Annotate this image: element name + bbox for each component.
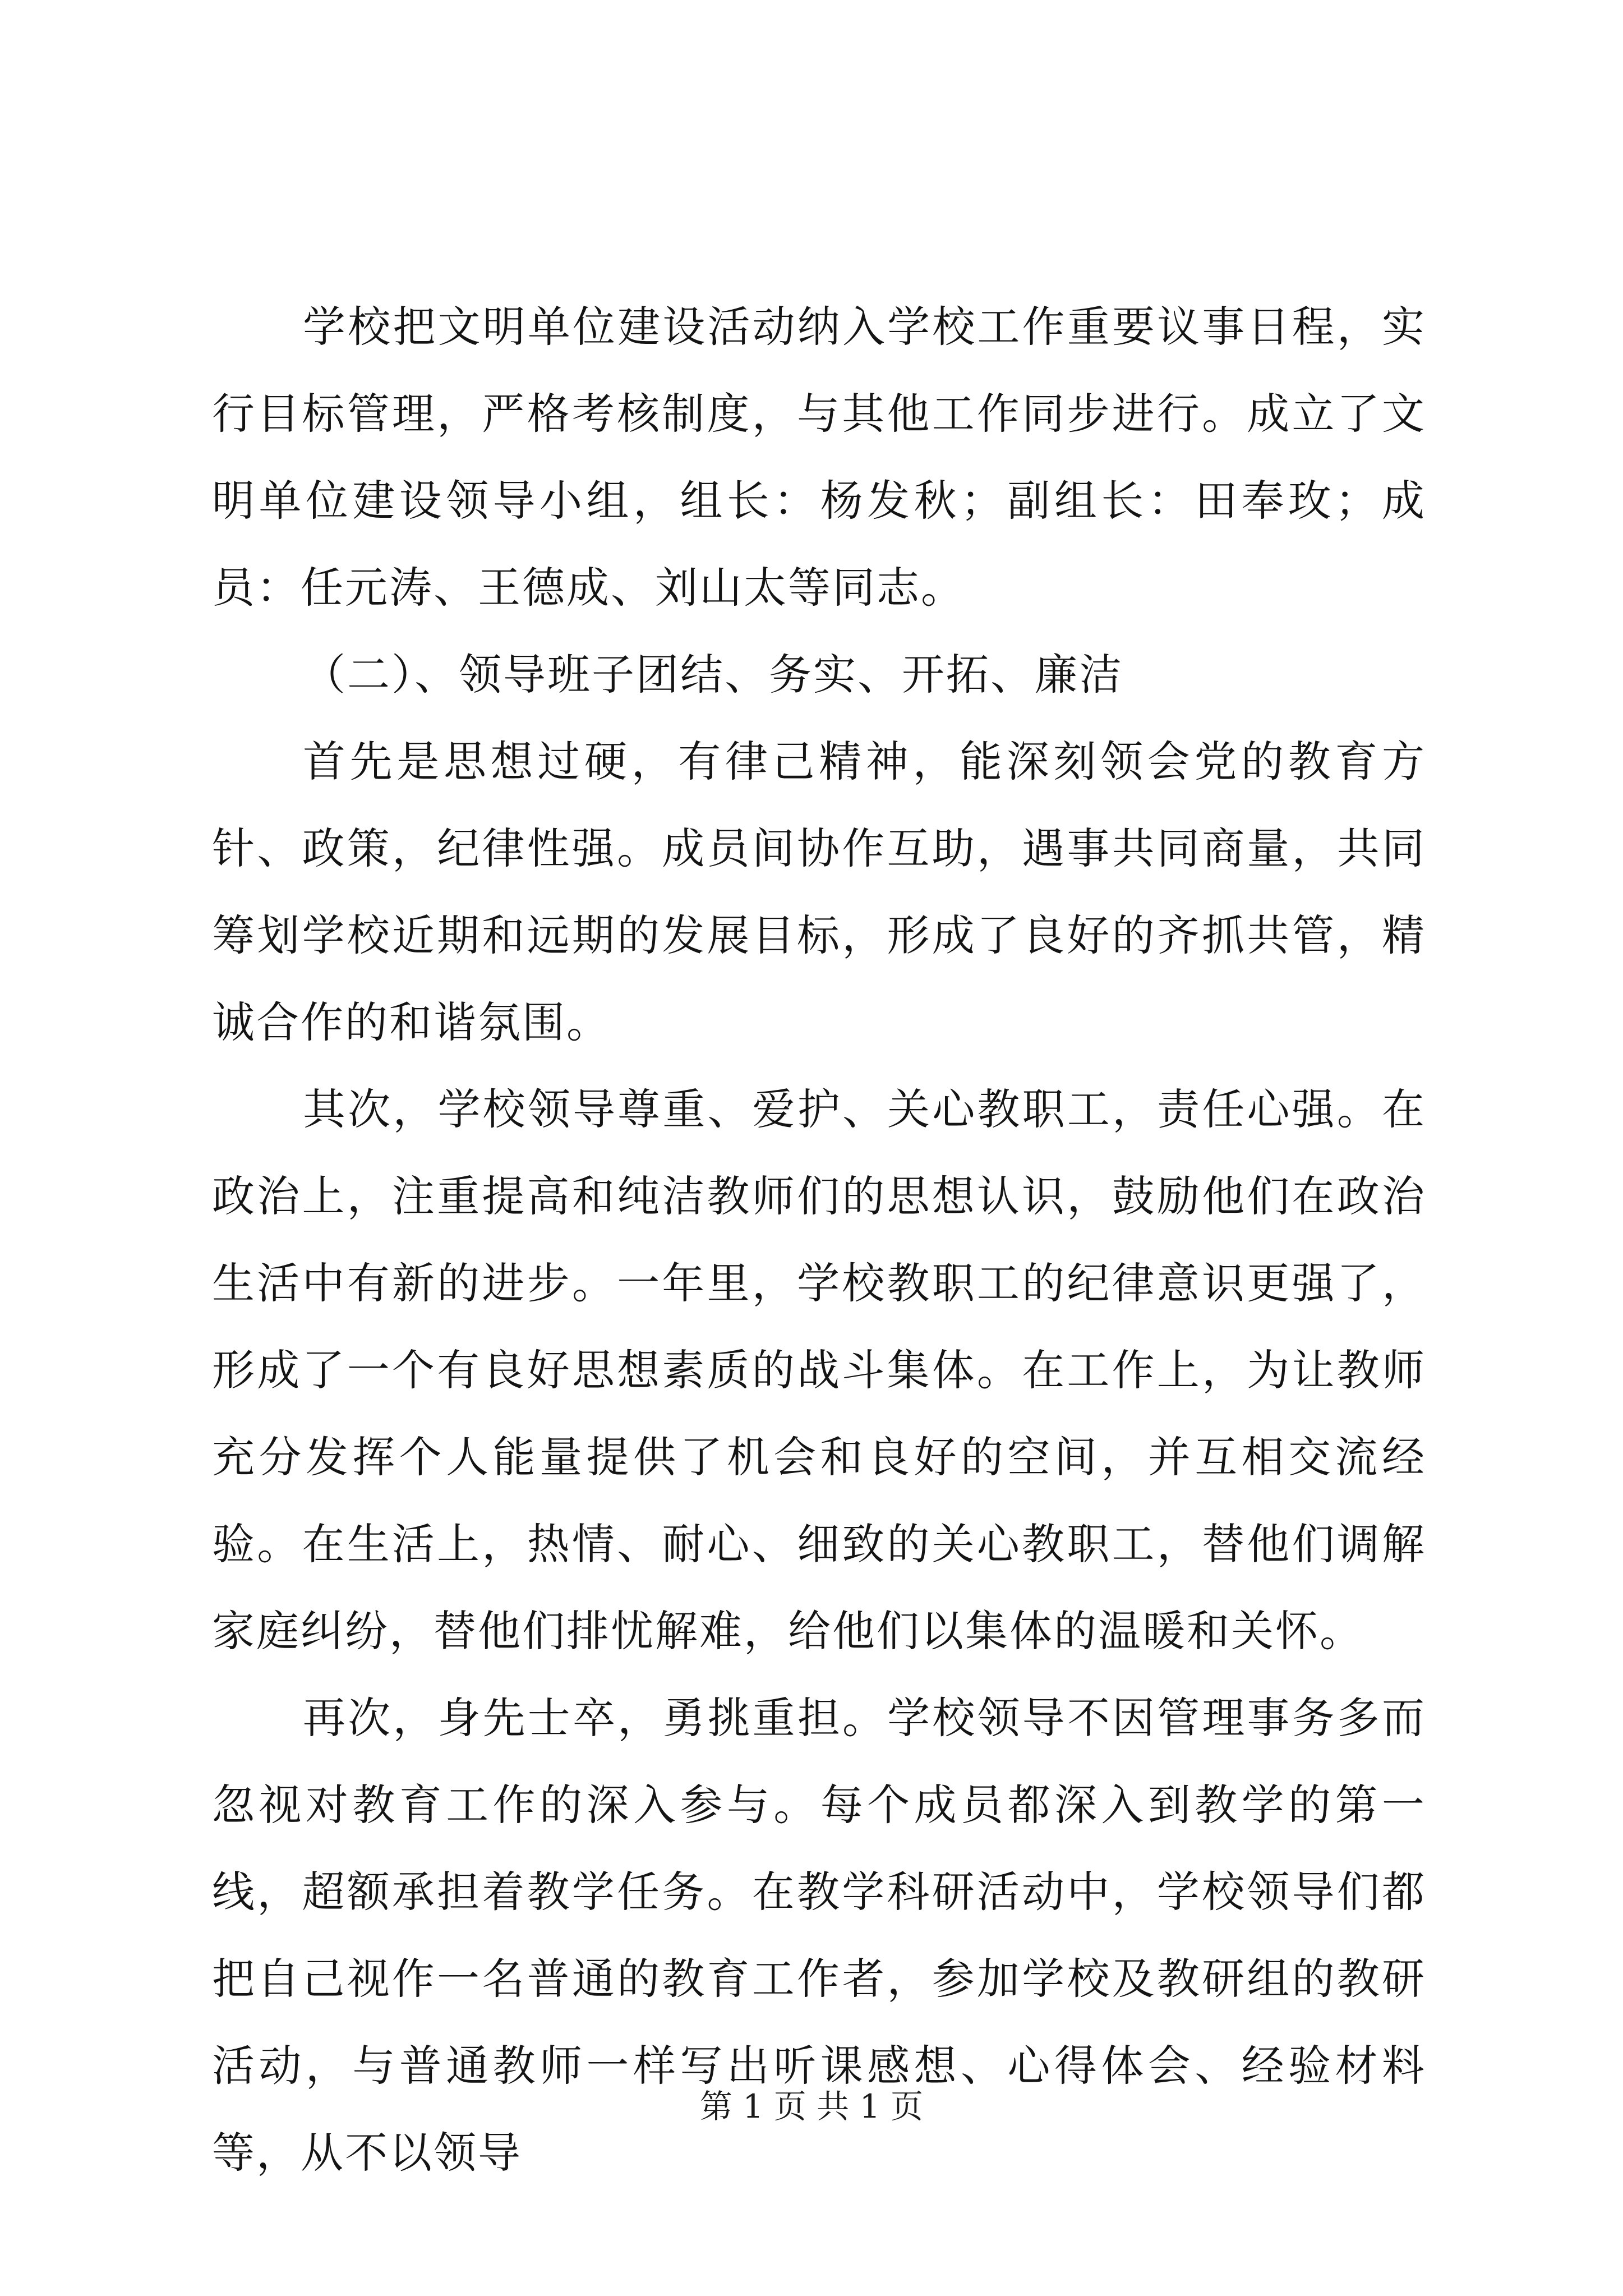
paragraph-third: 再次，身先士卒，勇挑重担。学校领导不因管理事务多而忽视对教育工作的深入参与。每个成员都深入到教学的第一线，超额承担着教学任务。在教学科研活动中，学校领导们都把自己视作一名普通的教育工作者，参加学校及教研组的教研活动，与普通教师一样写出听课感想、心得体会、经验材料等，从不以领导 — [212, 1693, 1426, 2178]
section-heading: （二）、领导班子团结、务实、开拓、廉洁 — [303, 650, 1123, 700]
document-body — [212, 283, 1426, 2196]
page-number-footer: 第 1 页 共 1 页 — [700, 2087, 923, 2125]
paragraph-second: 其次，学校领导尊重、爱护、关心教职工，责任心强。在政治上，注重提高和纯洁教师们的思想认识，鼓励他们在政治生活中有新的进步。一年里，学校教职工的纪律意识更强了，形成了一个有良好思想素质的战斗集体。在工作上，为让教师充分发挥个人能量提供了机会和良好的空间，并互相交流经验。在生活上，热情、耐心、细致的关心教职工，替他们调解家庭纠纷，替他们排忧解难，给他们以集体的温暖和关怀。 — [212, 1084, 1426, 1656]
paragraph-first: 首先是思想过硬，有律己精神，能深刻领会党的教育方针、政策，纪律性强。成员间协作互助，遇事共同商量，共同筹划学校近期和远期的发展目标，形成了良好的齐抓共管，精诚合作的和谐氛围。 — [212, 737, 1426, 1047]
paragraph-committee: 学校把文明单位建设活动纳入学校工作重要议事日程，实行目标管理，严格考核制度，与其他工作同步进行。成立了文明单位建设领导小组，组长：杨发秋；副组长：田奉玫；成员：任元涛、王德成、刘山太等同志。 — [212, 302, 1426, 613]
